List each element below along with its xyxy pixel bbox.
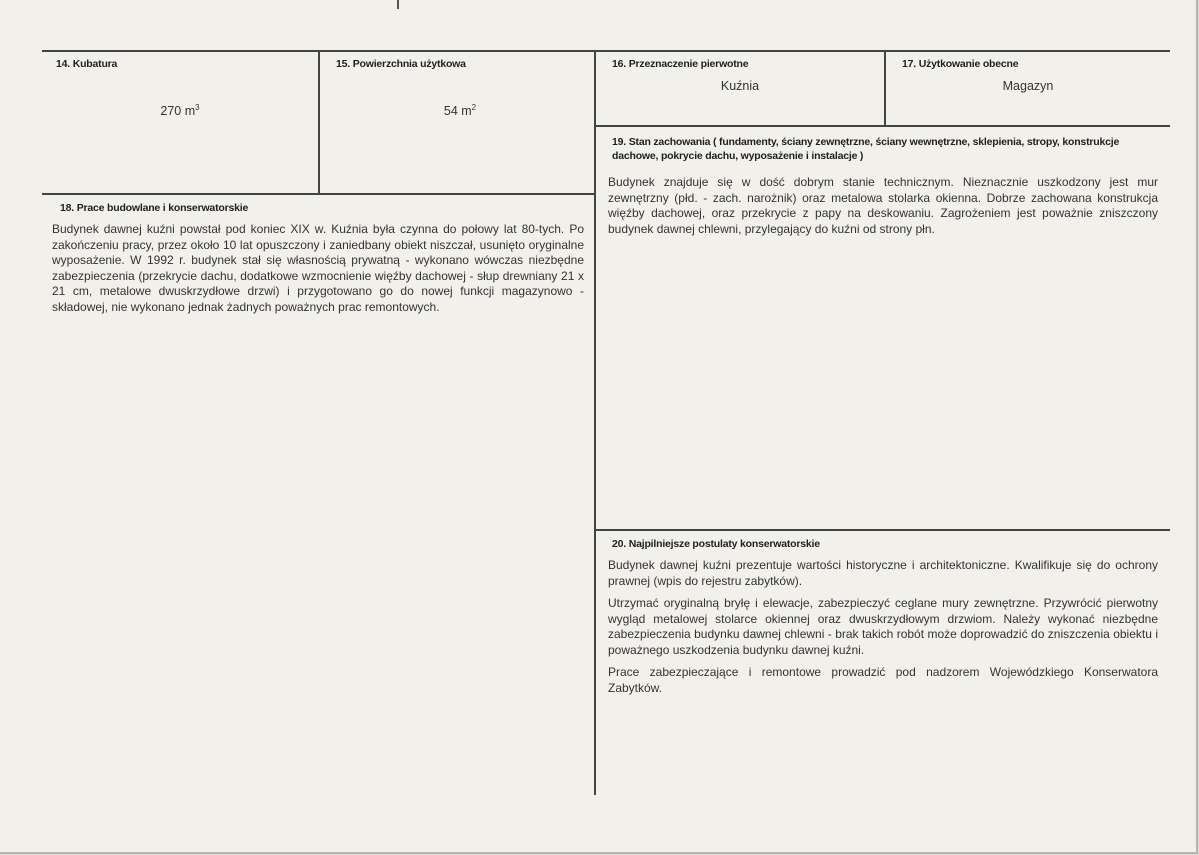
- rule-under-16-17: [594, 125, 1170, 127]
- usable-area-value: [400, 104, 520, 118]
- postulates-label: 20. Najpilniejsze postulaty konserwatorskie: [612, 538, 820, 550]
- top-rule: [42, 50, 1170, 52]
- rule-above-20: [594, 529, 1170, 531]
- usable-area-number: 54 m: [443, 104, 472, 118]
- rule-above-18: [42, 193, 595, 195]
- divider-14-15: [318, 50, 320, 194]
- usable-area-exponent: 2: [471, 102, 477, 112]
- current-use-value: Magazyn: [1002, 79, 1054, 93]
- postulates-text: [608, 558, 1158, 703]
- postulates-paragraph-2: Utrzymać oryginalną bryłę i elewacje, zabezpieczyć ceglane mury zewnętrzne. Przywrócić pierwotny wygląd metalowej stolarce okiennej oraz dwuskrzydłowym drzwiom. Należy wykonać niezbędne zabezpieczenia budynku dawnej chlewni - brak takich robót może doprowadzić do zniszczenia obiektu i poważnego uszkodzenia budynku dawnej kuźni.: [608, 596, 1158, 657]
- original-purpose-value: Kuźnia: [720, 79, 760, 93]
- construction-works-text: Budynek dawnej kuźni powstał pod koniec XIX w. Kuźnia była czynna do połowy lat 80-tych. Po zakończeniu pracy, przez około 10 lat opuszczony i zaniedbany obiekt niszczał, usunięto oryginalne wyposażenie. W 1992 r. budynek stał się własnością prywatną - wykonano wówczas niezbędne zabezpieczenia (przekrycie dachu, dodatkowe wzmocnienie więźby dachowej - słup drewniany 21 x 21 cm, metalowe dwuskrzydłowe drzwi) i przygotowano go do nowej funkcji magazynowo - składowej, nie wykonano jednak żadnych poważnych prac remontowych.: [52, 222, 584, 314]
- cubature-label: 14. Kubatura: [56, 58, 118, 70]
- current-use-label: 17. Użytkowanie obecne: [902, 58, 1019, 70]
- cubature-value: [120, 104, 240, 118]
- postulates-paragraph-3: Prace zabezpieczające i remontowe prowadzić pod nadzorem Wojewódzkiego Konserwatora Zabytków.: [608, 665, 1158, 695]
- original-purpose-label: 16. Przeznaczenie pierwotne: [612, 58, 749, 70]
- postulates-paragraph-1: Budynek dawnej kuźni prezentuje wartości historyczne i architektoniczne. Kwalifikuje się do ochrony prawnej (wpis do rejestru zabytków).: [608, 558, 1158, 588]
- condition-text: Budynek znajduje się w dość dobrym stanie technicznym. Nieznacznie uszkodzony jest mur zewnętrzny (płd. - zach. narożnik) oraz metalowa stolarka okienna. Dobrze zachowana konstrukcja więźby dachowej, oraz przekrycie z papy na deskowaniu. Zagrożeniem jest poważnie zniszczony budynek dawnej chlewni, przylegający do kuźni od strony płn.: [608, 175, 1158, 236]
- condition-label: 19. Stan zachowania ( fundamenty, ściany zewnętrzne, ściany wewnętrzne, sklepienia, stropy, konstrukcje dachowe, pokrycie dachu, wyposażenie i instalacje ): [612, 136, 1120, 162]
- construction-works-label: 18. Prace budowlane i konserwatorskie: [60, 202, 249, 214]
- divider-16-17: [884, 50, 886, 126]
- usable-area-label: 15. Powierzchnia użytkowa: [336, 58, 466, 70]
- center-divider: [594, 50, 596, 795]
- cubature-exponent: 3: [195, 102, 200, 112]
- punch-mark: [397, 0, 399, 9]
- cubature-number: 270 m: [160, 104, 196, 118]
